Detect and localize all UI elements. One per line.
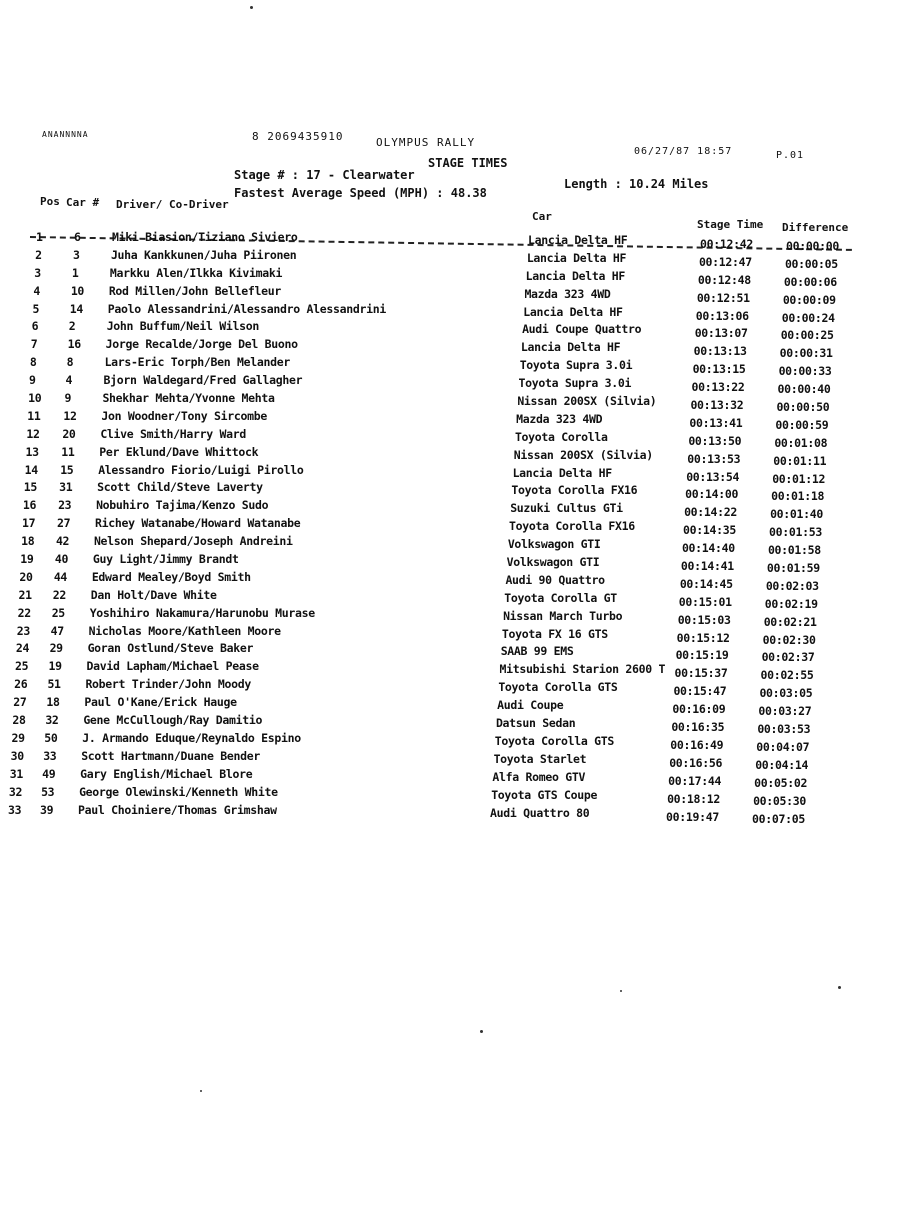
row-stage-time: 00:15:01 (678, 594, 732, 609)
row-car-number: 44 (53, 569, 68, 584)
scan-speck (480, 1030, 483, 1033)
row-car: Toyota Corolla GTS (498, 680, 618, 695)
row-car-number: 27 (57, 516, 71, 531)
row-stage-time: 00:16:56 (669, 755, 723, 770)
row-car-number: 53 (41, 784, 55, 799)
row-stage-time: 00:13:07 (694, 326, 748, 341)
scan-speck (838, 986, 841, 989)
row-driver: Lars-Eric Torph/Ben Melander (104, 355, 291, 370)
row-car-number: 31 (59, 480, 73, 495)
row-car: Toyota Corolla FX16 (509, 519, 635, 534)
row-driver: Scott Hartmann/Duane Bender (81, 748, 261, 763)
row-car: Volkswagon GTI (507, 537, 601, 552)
row-difference: 00:01:08 (774, 435, 828, 450)
row-stage-time: 00:13:54 (686, 469, 740, 484)
row-difference: 00:01:53 (769, 525, 822, 540)
table-row (0, 623, 900, 647)
table-row (0, 659, 900, 683)
row-driver: Juha Kankkunen/Juha Piironen (110, 247, 297, 262)
table-row (0, 605, 900, 629)
row-driver: Paul O'Kane/Erick Hauge (84, 695, 237, 710)
row-driver: J. Armando Eduque/Reynaldo Espino (82, 730, 301, 745)
row-car: Audi Quattro 80 (490, 805, 590, 820)
row-driver: Dan Holt/Dave White (90, 587, 217, 602)
row-position: 28 (12, 713, 26, 728)
row-difference: 00:00:33 (778, 364, 832, 379)
row-stage-time: 00:14:22 (684, 505, 738, 520)
row-difference: 00:03:05 (759, 686, 813, 701)
row-driver: Miki Biasion/Tiziano Siviero (112, 230, 298, 244)
row-car: Volkswagon GTI (506, 555, 600, 570)
table-row (0, 337, 900, 361)
row-difference: 00:02:37 (761, 650, 815, 665)
row-stage-time: 00:12:48 (697, 272, 751, 287)
row-driver: Per Eklund/Dave Whittock (99, 444, 259, 459)
stage-info: Stage # : 17 - Clearwater (234, 168, 415, 182)
row-car: Toyota Corolla (514, 429, 608, 444)
row-position: 13 (25, 444, 39, 459)
row-car-number: 20 (62, 426, 76, 441)
table-row (0, 408, 900, 432)
row-car: Toyota FX 16 GTS (501, 626, 608, 641)
row-stage-time: 00:16:35 (671, 720, 725, 735)
row-position: 14 (24, 462, 38, 477)
row-car: Toyota Supra 3.0i (519, 358, 633, 373)
table-row (0, 784, 900, 808)
row-position: 22 (17, 605, 31, 620)
col-header-difference: Difference (782, 221, 849, 234)
row-position: 12 (26, 426, 40, 441)
row-position: 3 (34, 265, 41, 280)
row-car: Suzuki Cultus GTi (510, 501, 623, 516)
row-driver: Scott Child/Steve Laverty (97, 480, 263, 495)
row-driver: Alessandro Fiorio/Luigi Pirollo (98, 462, 304, 477)
fax-header-sender: OLYMPUS RALLY (376, 136, 476, 149)
row-position: 20 (19, 569, 33, 584)
row-driver: Gene McCullough/Ray Damitio (83, 713, 263, 728)
row-driver: Nelson Shepard/Joseph Andreini (93, 534, 293, 549)
row-position: 15 (23, 480, 37, 495)
row-position: 33 (8, 802, 22, 817)
row-difference: 00:04:14 (755, 757, 809, 772)
row-car-number: 12 (63, 408, 77, 423)
row-car-number: 10 (70, 283, 85, 298)
row-car-number: 19 (48, 659, 62, 674)
row-position: 30 (10, 748, 24, 763)
row-car-number: 51 (47, 677, 61, 692)
col-header-car: Car (532, 210, 552, 223)
row-car-number: 4 (65, 373, 73, 388)
row-car: Nissan 200SX (Silvia) (513, 447, 653, 462)
row-driver: Guy Light/Jimmy Brandt (92, 552, 239, 567)
row-car: Toyota Corolla FX16 (511, 483, 638, 498)
table-row (0, 498, 900, 522)
row-driver: Goran Ostlund/Steve Baker (87, 641, 254, 656)
row-difference: 00:01:40 (770, 507, 824, 522)
row-stage-time: 00:15:47 (673, 684, 727, 699)
row-car-number: 49 (42, 766, 56, 781)
row-car-number: 1 (71, 265, 79, 280)
row-stage-time: 00:12:51 (696, 290, 750, 305)
row-stage-time: 00:13:13 (693, 344, 747, 359)
col-header-stage-time: Stage Time (697, 218, 764, 231)
row-driver: Paolo Alessandrini/Alessandro Alessandrini (107, 301, 386, 316)
fax-header-number: 8 2069435910 (252, 130, 344, 143)
row-car: Datsun Sedan (495, 716, 576, 731)
row-stage-time: 00:16:09 (672, 702, 726, 717)
row-position: 1 (36, 230, 43, 244)
results-table (0, 230, 900, 826)
row-car-number: 3 (72, 247, 80, 262)
row-driver: Jon Woodner/Tony Sircombe (101, 408, 267, 423)
row-car: Mazda 323 4WD (524, 286, 611, 301)
row-car-number: 8 (66, 355, 74, 370)
row-car: Lancia Delta HF (526, 250, 627, 265)
row-difference: 00:03:53 (757, 722, 811, 737)
row-car: Lancia Delta HF (512, 465, 612, 480)
row-car: Audi Coupe Quattro (522, 322, 642, 337)
table-row (0, 802, 900, 826)
row-position: 2 (35, 247, 42, 262)
row-car: SAAB 99 EMS (500, 644, 574, 659)
table-row (0, 426, 900, 450)
row-car: Audi 90 Quattro (505, 572, 605, 587)
row-position: 4 (33, 283, 40, 298)
row-car: Lancia Delta HF (525, 268, 625, 283)
row-difference: 00:00:50 (776, 400, 830, 415)
row-position: 16 (22, 498, 37, 513)
fax-header-code: ANANNNNA (42, 130, 89, 139)
table-row (0, 283, 900, 307)
scan-speck (620, 990, 622, 992)
row-stage-time: 00:13:15 (692, 362, 746, 377)
row-stage-time: 00:12:47 (698, 254, 752, 269)
row-position: 19 (20, 552, 34, 567)
row-difference: 00:05:30 (753, 793, 807, 808)
row-stage-time: 00:14:45 (679, 576, 733, 591)
row-car-number: 18 (46, 695, 60, 710)
row-car: Audi Coupe (497, 698, 564, 713)
row-difference: 00:07:05 (752, 811, 805, 826)
row-stage-time: 00:14:41 (680, 559, 734, 574)
row-stage-time: 00:13:53 (687, 451, 741, 466)
row-stage-time: 00:15:19 (675, 648, 729, 663)
row-car-number: 42 (55, 534, 70, 549)
row-driver: Jorge Recalde/Jorge Del Buono (105, 337, 298, 352)
row-car-number: 14 (69, 301, 83, 316)
table-row (0, 677, 900, 701)
row-driver: Edward Mealey/Boyd Smith (91, 569, 251, 584)
row-stage-time: 00:15:03 (677, 612, 731, 627)
row-driver: Paul Choiniere/Thomas Grimshaw (78, 802, 277, 817)
row-difference: 00:00:25 (780, 328, 834, 343)
fastest-speed: Fastest Average Speed (MPH) : 48.38 (234, 186, 487, 200)
row-car-number: 15 (60, 462, 74, 477)
scan-speck (250, 6, 253, 9)
row-difference: 00:01:18 (771, 489, 825, 504)
row-stage-time: 00:13:50 (688, 433, 742, 448)
row-stage-time: 00:12:42 (700, 237, 753, 251)
row-car-number: 33 (43, 748, 57, 763)
row-car: Toyota Starlet (493, 751, 587, 766)
row-stage-time: 00:14:35 (683, 523, 736, 538)
row-difference: 00:03:27 (758, 704, 812, 719)
row-difference: 00:00:09 (782, 292, 836, 307)
table-row (0, 713, 900, 737)
row-stage-time: 00:15:12 (676, 630, 730, 645)
col-header-pos: Pos (40, 195, 60, 208)
table-row (0, 462, 900, 486)
row-position: 31 (9, 766, 23, 781)
row-car-number: 16 (67, 337, 81, 352)
row-car: Mitsubishi Starion 2600 T (499, 662, 666, 677)
row-position: 6 (31, 319, 39, 334)
table-row (0, 695, 900, 719)
fax-header-date: 06/27/87 18:57 (634, 146, 733, 157)
row-position: 24 (15, 641, 30, 656)
row-stage-time: 00:13:32 (690, 398, 744, 413)
row-stage-time: 00:13:06 (695, 308, 749, 323)
report-title: STAGE TIMES (428, 156, 508, 170)
row-position: 25 (15, 659, 29, 674)
row-car: Lancia Delta HF (520, 340, 621, 355)
fax-header-page: P.01 (776, 150, 805, 161)
row-difference: 00:00:31 (779, 346, 833, 361)
table-row (0, 301, 900, 325)
row-car-number: 25 (51, 605, 65, 620)
scan-speck (200, 1090, 202, 1092)
row-car-number: 2 (68, 319, 76, 334)
table-row (0, 748, 900, 772)
row-car: Toyota GTS Coupe (491, 787, 598, 802)
row-driver: George Olewinski/Kenneth White (79, 784, 278, 799)
row-position: 5 (32, 301, 40, 316)
row-difference: 00:02:55 (760, 668, 814, 683)
row-car-number: 11 (61, 444, 75, 459)
row-car-number: 6 (74, 230, 81, 244)
row-driver: Rod Millen/John Bellefleur (108, 283, 282, 298)
row-car: Lancia Delta HF (528, 233, 628, 247)
row-car: Nissan 200SX (Silvia) (517, 394, 657, 409)
table-row (0, 247, 900, 271)
row-difference: 00:01:59 (766, 561, 820, 576)
row-difference: 00:00:59 (775, 417, 829, 432)
table-row (0, 516, 900, 540)
row-position: 9 (29, 373, 36, 388)
row-position: 21 (18, 587, 32, 602)
row-difference: 00:01:12 (772, 471, 826, 486)
row-car-number: 29 (49, 641, 63, 656)
row-difference: 00:05:02 (754, 775, 808, 790)
table-row (0, 391, 900, 415)
row-car-number: 23 (58, 498, 72, 513)
row-position: 26 (14, 677, 28, 692)
row-car-number: 22 (52, 587, 66, 602)
row-stage-time: 00:15:37 (674, 666, 728, 681)
table-row (0, 319, 900, 343)
row-stage-time: 00:19:47 (666, 809, 719, 824)
row-car: Alfa Romeo GTV (492, 769, 586, 784)
row-difference: 00:04:07 (756, 739, 810, 754)
row-position: 11 (27, 408, 41, 423)
row-position: 10 (28, 391, 42, 406)
row-difference: 00:00:24 (781, 310, 835, 325)
table-row (0, 355, 900, 379)
row-driver: Nicholas Moore/Kathleen Moore (88, 623, 281, 638)
row-position: 17 (22, 516, 36, 531)
row-stage-time: 00:18:12 (667, 791, 721, 806)
row-difference: 00:00:06 (783, 274, 837, 289)
row-driver: Shekhar Mehta/Yvonne Mehta (102, 391, 275, 406)
row-driver: Gary English/Michael Blore (80, 766, 253, 781)
row-car: Toyota Corolla GTS (494, 733, 614, 748)
row-car-number: 47 (50, 623, 64, 638)
table-row (0, 265, 900, 289)
row-position: 27 (13, 695, 27, 710)
row-difference: 00:00:00 (786, 239, 839, 253)
row-driver: Robert Trinder/John Moody (85, 677, 252, 692)
row-car-number: 32 (45, 713, 59, 728)
table-row (0, 730, 900, 754)
col-header-car-no: Car # (66, 196, 100, 209)
row-position: 23 (16, 623, 30, 638)
table-row (0, 552, 900, 576)
col-header-driver: Driver/ Co-Driver (116, 198, 229, 211)
table-row (0, 534, 900, 558)
row-stage-time: 00:14:40 (681, 541, 735, 556)
row-difference: 00:02:21 (763, 614, 817, 629)
row-position: 32 (8, 784, 23, 799)
row-car-number: 39 (40, 802, 54, 817)
row-driver: Bjorn Waldegard/Fred Gallagher (103, 373, 303, 388)
table-row (0, 373, 900, 397)
row-driver: John Buffum/Neil Wilson (106, 319, 260, 334)
table-row (0, 641, 900, 665)
row-car: Nissan March Turbo (503, 608, 623, 623)
row-stage-time: 00:14:00 (685, 487, 739, 502)
row-position: 18 (21, 534, 35, 549)
row-difference: 00:01:11 (773, 453, 827, 468)
table-row (0, 766, 900, 790)
row-car: Toyota Corolla GT (504, 590, 617, 605)
row-car: Toyota Supra 3.0i (518, 376, 632, 391)
row-stage-time: 00:13:22 (691, 380, 745, 395)
table-row (0, 569, 900, 593)
row-position: 8 (29, 355, 37, 370)
table-row (0, 230, 900, 253)
row-stage-time: 00:16:49 (670, 737, 724, 752)
row-difference: 00:02:03 (765, 578, 819, 593)
table-row (0, 480, 900, 504)
row-driver: Nobuhiro Tajima/Kenzo Sudo (96, 498, 269, 513)
row-difference: 00:02:19 (764, 596, 818, 611)
row-car-number: 40 (54, 552, 69, 567)
table-row (0, 587, 900, 611)
row-driver: Yoshihiro Nakamura/Harunobu Murase (89, 605, 315, 620)
row-stage-time: 00:17:44 (668, 773, 722, 788)
row-position: 7 (30, 337, 38, 352)
row-car-number: 50 (44, 730, 58, 745)
row-difference: 00:01:58 (767, 543, 821, 558)
row-driver: Richey Watanabe/Howard Watanabe (95, 516, 301, 531)
row-driver: Clive Smith/Harry Ward (100, 426, 247, 441)
row-car: Mazda 323 4WD (516, 411, 603, 426)
row-car-number: 9 (64, 391, 72, 406)
row-difference: 00:00:40 (777, 382, 831, 397)
row-difference: 00:00:05 (784, 256, 838, 271)
table-row (0, 444, 900, 468)
row-car: Lancia Delta HF (523, 304, 623, 319)
row-position: 29 (11, 730, 25, 745)
row-driver: David Lapham/Michael Pease (86, 659, 259, 674)
stage-length: Length : 10.24 Miles (564, 177, 709, 191)
row-driver: Markku Alen/Ilkka Kivimaki (109, 265, 283, 280)
row-difference: 00:02:30 (762, 632, 816, 647)
row-stage-time: 00:13:41 (689, 415, 743, 430)
